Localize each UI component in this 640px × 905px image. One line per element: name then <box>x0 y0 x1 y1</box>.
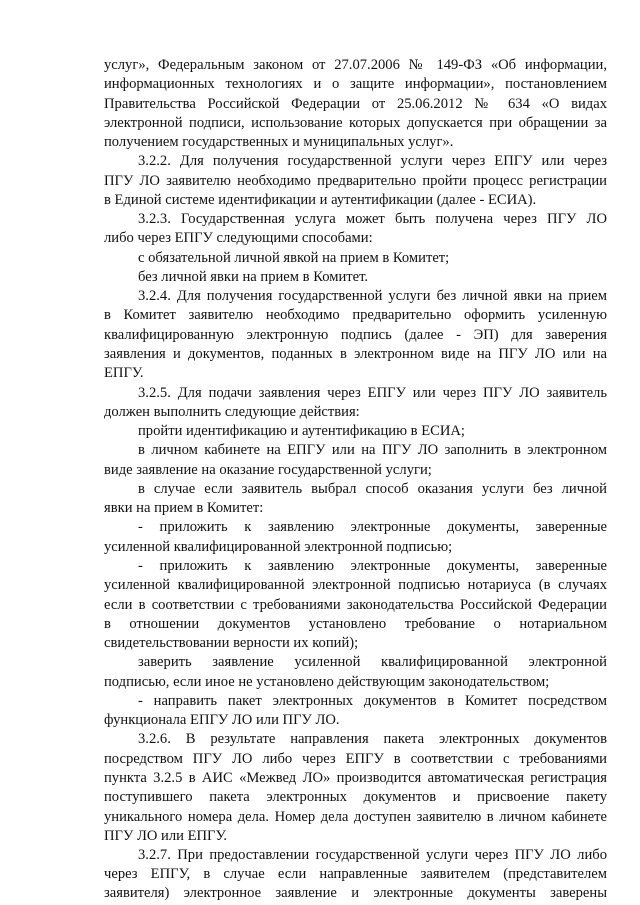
text-line: посредством ПГУ ЛО либо через ЕПГУ в соответствии с требованиями <box>104 751 607 767</box>
text-line: ПГУ ЛО или ЕПГУ. <box>104 828 228 844</box>
text-line: информационных технологиях и о защите информации», постановлением <box>104 76 607 92</box>
paragraph-3-2-7-start: 3.2.7. При предоставлении государственной услуги через ПГУ ЛО либо <box>138 847 607 863</box>
text-line: усиленной квалифицированной электронной подписью; <box>104 539 453 555</box>
text-line: функционала ЕПГУ ЛО или ПГУ ЛО. <box>104 712 340 728</box>
text-line: Правительства Российской Федерации от 25.06.2012 № 634 «О видах <box>104 96 607 112</box>
text-line: пункта 3.2.5 в АИС «Межвед ЛО» производится автоматическая регистрация <box>104 770 607 786</box>
text-line: если в соответствии с требованиями законодательства Российской Федерации <box>104 597 607 613</box>
text-line: в отношении документов установлено требование о нотариальном <box>104 616 607 632</box>
list-item: без личной явки на прием в Комитет. <box>138 269 369 285</box>
paragraph-3-2-4-start: 3.2.4. Для получения государственной услуги без личной явки на прием <box>138 288 607 304</box>
text-line: усиленной квалифицированной электронной подписью нотариуса (в случаях <box>104 577 607 593</box>
text-line: через ЕПГУ, в случае если направленные заявителем (представителем <box>104 866 607 882</box>
text-line: явки на прием в Комитет: <box>104 500 264 516</box>
paragraph-3-2-3-start: 3.2.3. Государственная услуга может быть получена через ПГУ ЛО <box>138 211 607 227</box>
text-line: заявления и документов, поданных в электронном виде на ПГУ ЛО или на <box>104 346 607 362</box>
text-line: подписью, если иное не установлено действующим законодательством; <box>104 674 550 690</box>
text-line: должен выполнить следующие действия: <box>104 404 360 420</box>
text-line: ЕПГУ. <box>104 365 144 381</box>
sub-list-item: - приложить к заявлению электронные документы, заверенные <box>138 519 607 535</box>
text-line: ПГУ ЛО заявителю необходимо предварительно пройти процесс регистрации <box>104 173 607 189</box>
list-item: в личном кабинете на ЕПГУ или на ПГУ ЛО заполнить в электронном <box>138 442 607 458</box>
list-item: с обязательной личной явкой на прием в Комитет; <box>138 250 450 266</box>
paragraph-3-2-6-start: 3.2.6. В результате направления пакета электронных документов <box>138 731 607 747</box>
text-line: уникального номера дела. Номер дела доступен заявителю в личном кабинете <box>104 809 607 825</box>
text-line: услуг», Федеральным законом от 27.07.2006 № 149-ФЗ «Об информации, <box>104 57 607 73</box>
text-line: получением государственных и муниципальных услуг». <box>104 134 454 150</box>
list-item: в случае если заявитель выбрал способ оказания услуги без личной <box>138 481 607 497</box>
text-line: либо через ЕПГУ следующими способами: <box>104 230 373 246</box>
text-line: в Единой системе идентификации и аутентификации (далее - ЕСИА). <box>104 192 537 208</box>
text-line: электронной подписи, использование которых допускается при обращении за <box>104 115 607 131</box>
text-line: поступившего пакета электронных документов и присвоение пакету <box>104 789 607 805</box>
text-line: свидетельствовании верности их копий); <box>104 635 359 651</box>
text-line: квалифицированную электронную подпись (далее - ЭП) для заверения <box>104 327 607 343</box>
sub-list-item: - направить пакет электронных документов в Комитет посредством <box>138 693 607 709</box>
paragraph-3-2-2-start: 3.2.2. Для получения государственной услуги через ЕПГУ или через <box>138 153 607 169</box>
text-line: виде заявление на оказание государственной услуги; <box>104 462 432 478</box>
sub-list-item: - приложить к заявлению электронные документы, заверенные <box>138 558 607 574</box>
text-line: заявителя) электронное заявление и электронные документы заверены <box>104 885 607 901</box>
text-line: в Комитет заявителю необходимо предварительно оформить усиленную <box>104 307 607 323</box>
list-item: пройти идентификацию и аутентификацию в ЕСИА; <box>138 423 465 439</box>
paragraph-3-2-5-start: 3.2.5. Для подачи заявления через ЕПГУ или через ПГУ ЛО заявитель <box>138 385 607 401</box>
list-item: заверить заявление усиленной квалифицированной электронной <box>138 654 607 670</box>
